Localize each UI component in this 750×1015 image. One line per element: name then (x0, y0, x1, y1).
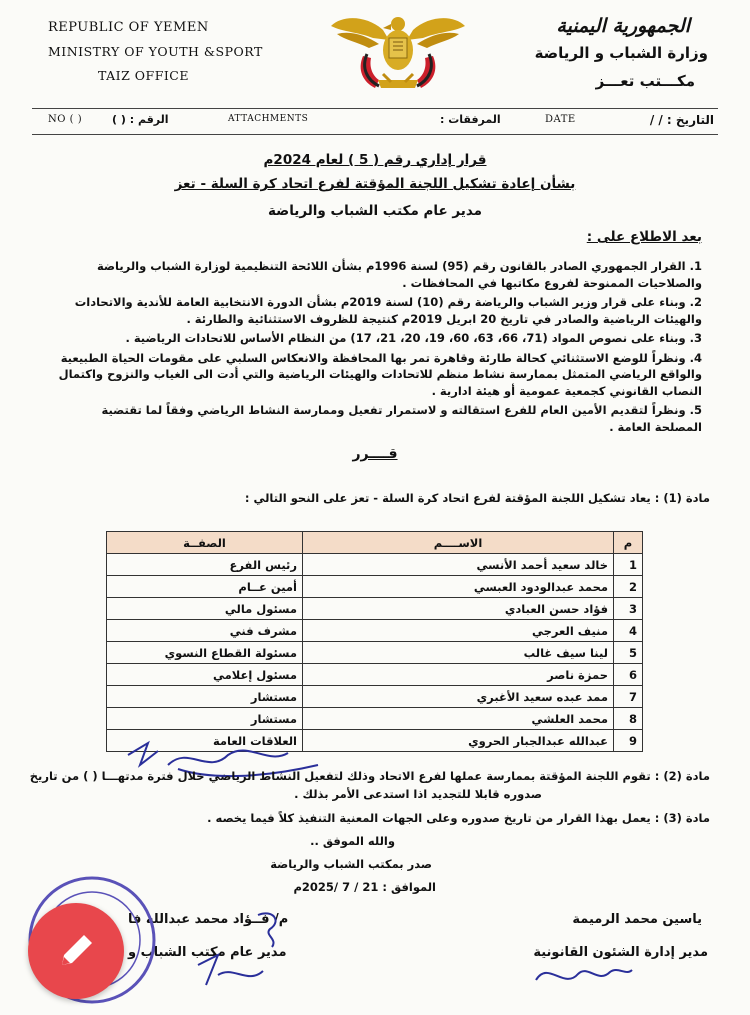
member-name: منيف العرجي (303, 620, 614, 642)
table-row (107, 686, 643, 708)
row-number: 5 (614, 642, 643, 664)
col-header-role: الصفــة (107, 532, 303, 554)
issuer-title: مدير عام مكتب الشباب والرياضة (267, 203, 483, 219)
yemen-eagle-emblem-icon (323, 8, 473, 100)
article-2-line1: مادة (2) : تقوم اللجنة المؤقتة بممارسة عملها لفرع الاتحاد وذلك لتفعيل النشاط الرياضي خلال فترة مدتهـــا ( ) من تاريخ (29, 769, 710, 783)
member-name: لينا سيف غالب (303, 642, 614, 664)
col-header-name: الاســــم (303, 532, 614, 554)
closing-line1: والله الموفق .. (310, 834, 395, 848)
pencil-icon (52, 927, 100, 975)
header-ar-republic: الجمهورية اليمنية (556, 15, 690, 37)
member-role: رئيس الفرع (107, 554, 303, 576)
member-role: مستشار (107, 686, 303, 708)
member-role: مستشار (107, 708, 303, 730)
header-ar-office: مكـــتب تعـــز (595, 72, 695, 90)
row-number: 4 (614, 620, 643, 642)
refbar-attachments: ATTACHMENTS (228, 114, 309, 124)
member-role: مشرف فني (107, 620, 303, 642)
member-name: فؤاد حسن العبادي (303, 598, 614, 620)
closing-date: الموافق : 21 / 7 /2025م (293, 880, 436, 894)
member-role: مسئول مالي (107, 598, 303, 620)
col-header-number: م (614, 532, 643, 554)
left-signatory-title: مدير عام مكتب الشباب و (128, 945, 287, 960)
table-header-row (107, 532, 643, 554)
header-en-ministry: MINISTRY OF YOUTH &SPORT (48, 44, 263, 59)
preamble-item: 3. وبناء على نصوص المواد (71، 66، 63، 60، 19، 20، 21، 17) من النظام الأساس للاتحادات الرياضية . (125, 331, 702, 345)
row-number: 9 (614, 730, 643, 752)
table-row (107, 598, 643, 620)
header-ar-ministry: وزارة الشباب و الرياضة (534, 44, 708, 62)
preamble-item: 2. وبناء على قرار وزير الشباب والرياضة رقم (10) لسنة 2019م بشأن الدورة الانتخابية العامة للأندية والاتحادات والهيئات الرياضية والصادر في تاريخ 20 ابريل 2019م كنتيجة للظروف الاستثنائية والطارئة . (74, 295, 702, 326)
decision-heading: قــــرر (352, 446, 398, 462)
preamble-list (58, 258, 702, 435)
left-signature-icon (178, 905, 298, 1000)
committee-table (106, 531, 643, 752)
table-row (107, 708, 643, 730)
article-1: مادة (1) : يعاد تشكيل اللجنة المؤقتة لفرع اتحاد كرة السلة - تعز على النحو التالي : (244, 491, 710, 505)
member-role: العلاقات العامة (107, 730, 303, 752)
article-3: مادة (3) : يعمل بهذا القرار من تاريخ صدوره وعلى الجهات المعنية التنفيذ كلاً فيما يخصه . (207, 811, 710, 825)
right-signatory-title: مدير إدارة الشئون القانونية (533, 945, 708, 960)
row-number: 2 (614, 576, 643, 598)
refbar-ar-attachments: المرفقات : (440, 113, 501, 126)
closing-line2: صدر بمكتب الشباب والرياضة (270, 857, 432, 871)
decision-title: قرار إداري رقم ( 5 ) لعام 2024م (263, 152, 487, 168)
row-number: 3 (614, 598, 643, 620)
row-number: 6 (614, 664, 643, 686)
member-role: مسئولة القطاع النسوي (107, 642, 303, 664)
preamble-item: 1. القرار الجمهوري الصادر بالقانون رقم (95) لسنة 1996م بشأن اللائحة التنظيمية لوزارة الشباب والرياضة والصلاحيات الممنوحة لفروع مكاتبها في المحافظات . (96, 259, 702, 290)
table-row (107, 620, 643, 642)
preamble-item: 5. ونظراً لتقديم الأمين العام للفرع استقالته و لاستمرار تفعيل وممارسة النشاط الرياضي وفقاً لما تقتضية المصلحة العامة . (101, 403, 702, 434)
refbar-ar-date: التاريخ : / / (649, 113, 714, 127)
member-role: أمين عــام (107, 576, 303, 598)
member-name: خالد سعيد أحمد الأنسي (303, 554, 614, 576)
row-number: 8 (614, 708, 643, 730)
header-en-office: TAIZ OFFICE (98, 68, 189, 83)
refbar-top-rule (32, 108, 718, 109)
member-name: محمد العلشي (303, 708, 614, 730)
refbar-date: DATE (545, 114, 576, 125)
preamble-item: 4. ونظراً للوضع الاستثنائي كحالة طارئة وقاهرة تمر بها المحافظة والانعكاس السلبي على مقومات الحياة الطبيعية والواقع الرياضي المتمثل بممارسة نشاط منظم للاتحادات والهيئات الرياضية والتي أدت الى الغياب والنزوح واكتمال النصاب القانوني كجمعية عمومية أو هيئة ادارية . (58, 350, 702, 398)
table-row (107, 664, 643, 686)
row-number: 7 (614, 686, 643, 708)
decision-subject: بشأن إعادة تشكيل اللجنة المؤقتة لفرع اتحاد كرة السلة - تعز (174, 176, 576, 192)
row-number: 1 (614, 554, 643, 576)
right-signature-icon (528, 950, 638, 995)
refbar-no: NO ( ) (48, 114, 83, 125)
right-signatory-name: ياسين محمد الرميمة (572, 912, 702, 927)
member-name: محمد عبدالودود العبسي (303, 576, 614, 598)
refbar-bottom-rule (32, 134, 718, 135)
table-row (107, 554, 643, 576)
left-signatory-name: م/ فــؤاد محمد عبدالله فا (128, 912, 289, 927)
header-en-republic: REPUBLIC OF YEMEN (48, 20, 209, 35)
member-name: حمزة ناصر (303, 664, 614, 686)
edit-fab-button[interactable] (28, 903, 124, 999)
member-name: عبدالله عبدالجبار الحروي (303, 730, 614, 752)
refbar-ar-no: الرقم : ( ) (112, 113, 169, 126)
member-name: ممد عبده سعيد الأغبري (303, 686, 614, 708)
table-row (107, 642, 643, 664)
table-row (107, 576, 643, 598)
preamble-heading: بعد الاطلاع على : (586, 229, 702, 245)
member-role: مسئول إعلامي (107, 664, 303, 686)
article-2-line2: صدوره قابلا للتجديد اذا استدعى الأمر بذلك . (294, 787, 542, 801)
